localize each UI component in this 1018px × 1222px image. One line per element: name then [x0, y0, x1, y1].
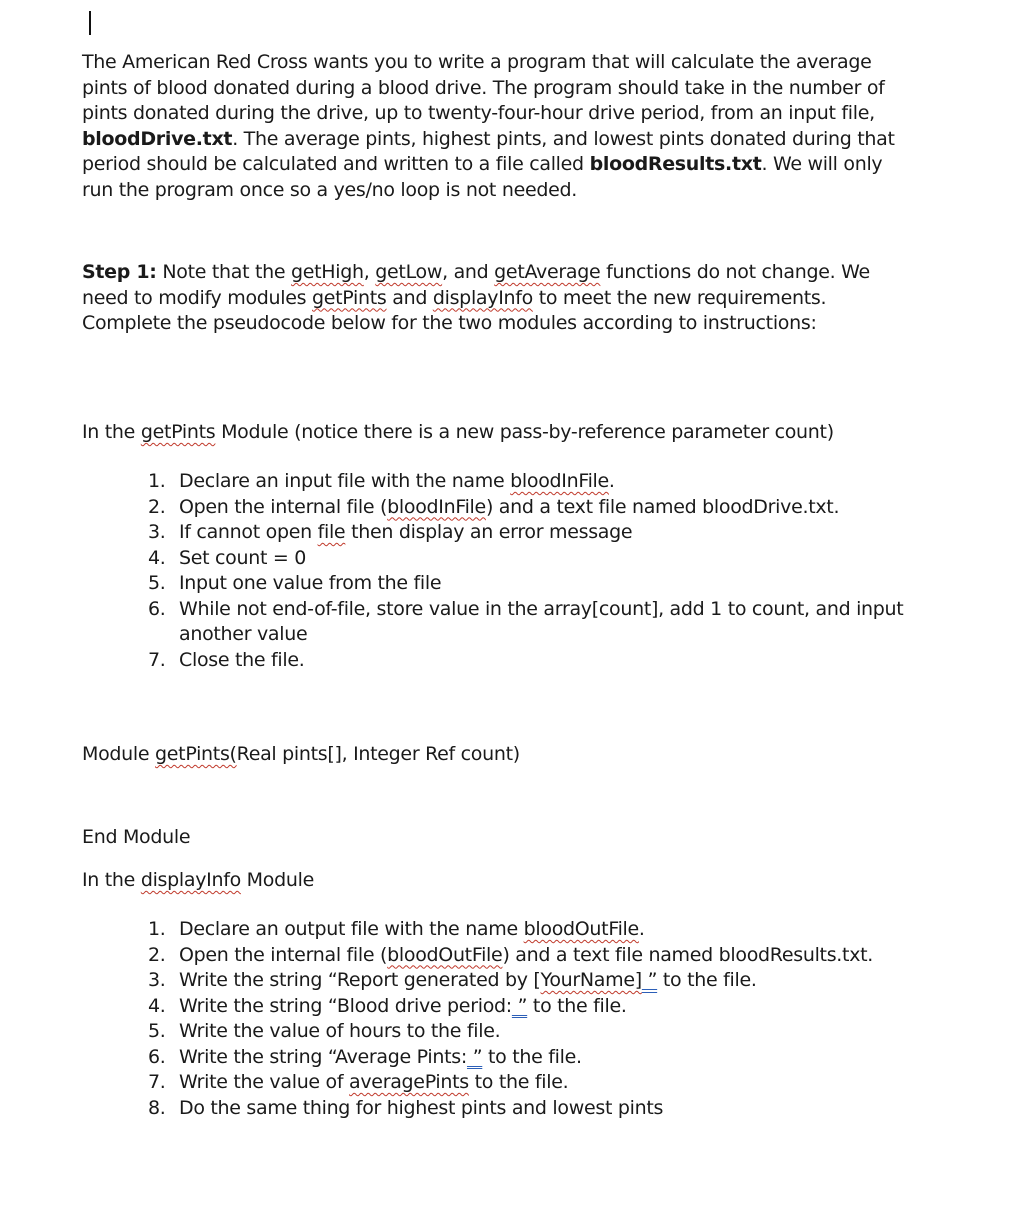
list-number: 6.	[148, 597, 166, 620]
step1-label: Step 1:	[82, 261, 157, 283]
identifier: bloodOutFile	[387, 943, 503, 966]
input-filename: bloodDrive.txt	[82, 127, 233, 150]
module-name: getPints	[140, 421, 216, 443]
step-text: ) and a text file named bloodDrive.txt.	[485, 495, 840, 518]
step-text: Open the internal file (	[179, 495, 388, 518]
displayinfo-heading	[82, 868, 314, 894]
output-filename: bloodResults.txt	[589, 153, 762, 175]
quote-mark: ”	[466, 1045, 483, 1068]
list-item	[148, 520, 908, 546]
heading-text: Module (notice there is a new pass-by-reference parameter count)	[215, 421, 834, 443]
heading-text: In the	[82, 421, 141, 443]
step-text: Open the internal file (	[179, 943, 388, 966]
displayinfo-steps-list	[148, 917, 908, 1121]
text-cursor	[89, 11, 91, 35]
list-number: 6.	[148, 1045, 166, 1068]
list-item	[148, 469, 908, 495]
step-text: to the file.	[527, 994, 627, 1017]
intro-text: . The average pints, highest pints, and lowest pints donated during that period should be calculated and written to a file called	[82, 127, 895, 175]
list-item	[148, 968, 908, 994]
module-name: getPints	[312, 286, 387, 309]
intro-paragraph	[82, 50, 912, 203]
list-number: 4.	[148, 994, 166, 1017]
step-text: Do the same thing for highest pints and lowest pints	[179, 1096, 664, 1119]
function-name: getLow	[375, 261, 443, 283]
list-item	[148, 546, 908, 572]
signature-text: Module	[82, 743, 156, 765]
list-number: 8.	[148, 1096, 166, 1119]
list-number: 2.	[148, 943, 166, 966]
step-text: Write the string “Average Pints:	[179, 1045, 467, 1068]
step-text: Set count = 0	[179, 546, 307, 569]
step-text: .	[638, 918, 645, 940]
list-item	[148, 648, 908, 674]
module-signature	[82, 742, 520, 768]
step-text: If cannot open	[179, 521, 318, 543]
list-number: 1.	[148, 470, 166, 492]
step-text: While not end-of-file, store value in the array[count], add 1 to count, and input another value	[179, 597, 904, 645]
getpints-steps-list	[148, 469, 908, 673]
quote-mark: ”	[511, 994, 528, 1017]
list-number: 5.	[148, 572, 166, 594]
signature-text: Real pints[], Integer Ref count)	[236, 743, 520, 765]
step1-text: , and	[442, 261, 495, 283]
list-item	[148, 917, 908, 943]
step-text: to the file.	[468, 1071, 569, 1093]
identifier: averagePints	[349, 1071, 469, 1093]
list-item	[148, 1096, 908, 1122]
end-module-text: End Module	[82, 826, 191, 848]
list-number: 3.	[148, 521, 166, 543]
identifier: bloodInFile	[387, 495, 486, 518]
identifier: YourName]	[540, 969, 642, 991]
step-text: Write the value of	[179, 1071, 350, 1093]
heading-text: Module	[240, 869, 314, 891]
step-text: .	[608, 470, 615, 492]
list-item	[148, 495, 908, 521]
step1-text: to meet the new requirements. Complete the pseudocode below for the two modules according to instructions:	[82, 286, 827, 334]
function-name: getHigh	[291, 261, 364, 283]
heading-text: In the	[82, 869, 141, 891]
step-text: Write the value of hours to the file.	[179, 1020, 501, 1042]
getpints-heading	[82, 420, 912, 446]
identifier: bloodInFile	[510, 470, 609, 492]
step1-text: functions do not change. We need to modify modules	[82, 261, 870, 309]
list-item	[148, 1045, 908, 1071]
list-number: 7.	[148, 1071, 166, 1093]
step1-paragraph	[82, 260, 912, 337]
intro-text: The American Red Cross wants you to write a program that will calculate the average pints of blood donated during a blood drive. The program should take in the number of pints donated during the drive, up to twenty-four-hour drive period, from an input file,	[82, 51, 885, 124]
list-item	[148, 1019, 908, 1045]
module-name: getPints(	[155, 743, 237, 765]
step1-text: ,	[363, 261, 376, 283]
list-number: 3.	[148, 969, 166, 991]
function-name: getAverage	[494, 261, 601, 283]
identifier: file	[317, 521, 346, 543]
list-item	[148, 994, 908, 1020]
step-text: Input one value from the file	[179, 572, 442, 594]
step-text: to the file.	[482, 1045, 582, 1068]
step-text: Close the file.	[179, 648, 305, 671]
list-number: 1.	[148, 918, 166, 940]
list-item	[148, 571, 908, 597]
step-text: ) and a text file named bloodResults.txt.	[502, 943, 874, 966]
step-text: Write the string “Report generated by [	[179, 969, 541, 991]
step-text: then display an error message	[345, 521, 633, 543]
step-text: Declare an input file with the name	[179, 470, 511, 492]
step-text: Declare an output file with the name	[179, 918, 524, 940]
list-item	[148, 943, 908, 969]
module-name: displayInfo	[140, 869, 241, 891]
list-number: 5.	[148, 1020, 166, 1042]
module-name: displayInfo	[432, 286, 533, 309]
list-number: 2.	[148, 495, 166, 518]
intro-text: . We will only run the program once so a yes/no loop is not needed.	[82, 153, 883, 201]
step1-text: Note that the	[156, 261, 291, 283]
step1-text: and	[386, 286, 433, 309]
list-number: 7.	[148, 648, 166, 671]
list-item	[148, 1070, 908, 1096]
list-item	[148, 597, 908, 648]
step-text: to the file.	[657, 969, 757, 991]
step-text: Write the string “Blood drive period:	[179, 994, 512, 1017]
identifier: bloodOutFile	[523, 918, 639, 940]
quote-mark: ”	[641, 969, 658, 991]
list-number: 4.	[148, 546, 166, 569]
